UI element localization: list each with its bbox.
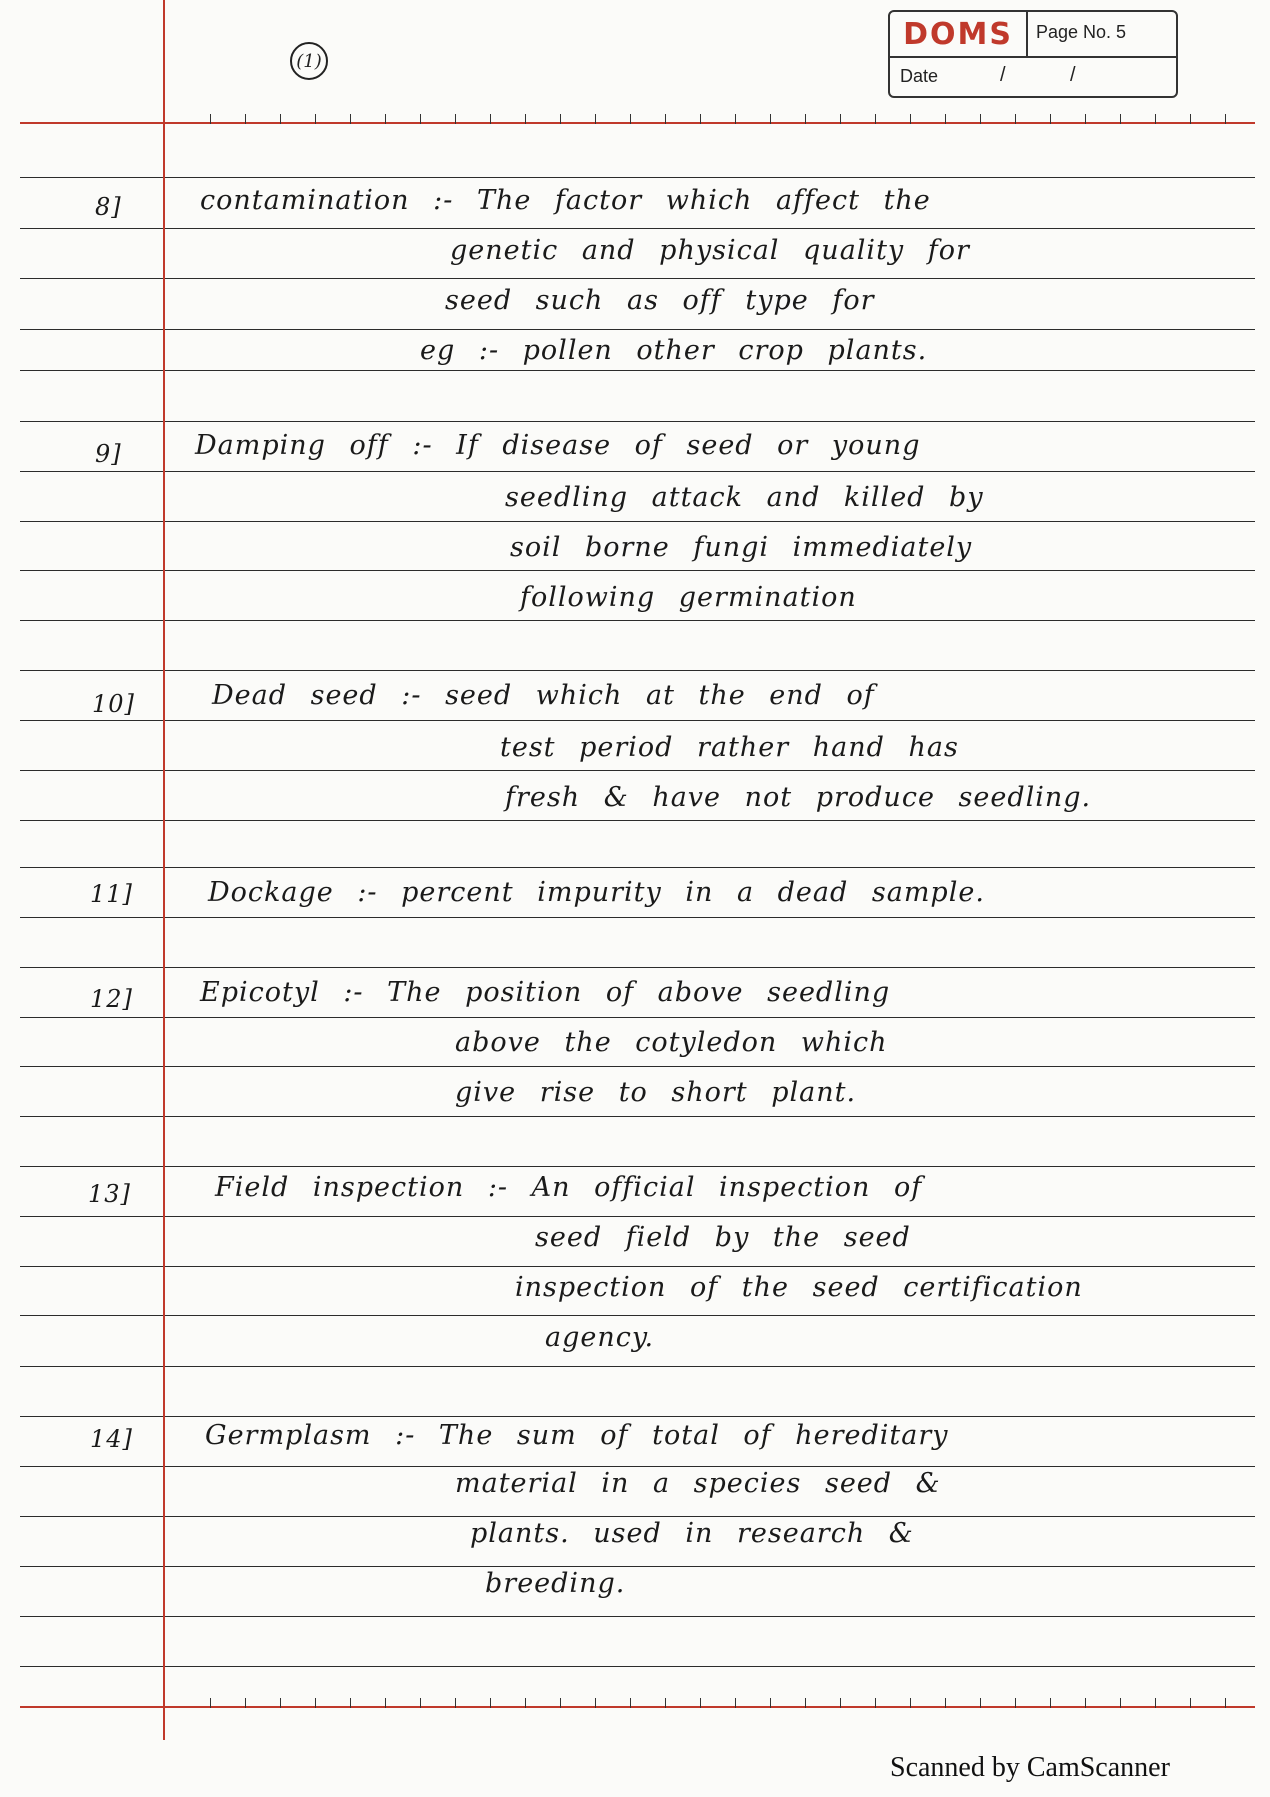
- entry-line: soil borne fungi immediately: [510, 532, 973, 563]
- rule-line: [20, 1666, 1255, 1667]
- ruler-tick: [1120, 1698, 1121, 1708]
- ruler-tick: [560, 1698, 561, 1708]
- ruler-tick: [560, 114, 561, 124]
- ruler-tick: [210, 114, 211, 124]
- entry-number: 9]: [95, 440, 122, 468]
- ruler-tick: [700, 1698, 701, 1708]
- rule-line: [20, 177, 1255, 178]
- rule-line: [20, 1216, 1255, 1217]
- entry-number: 11]: [90, 880, 133, 908]
- rule-line: [20, 620, 1255, 621]
- ruler-tick: [1050, 1698, 1051, 1708]
- ruler-tick: [385, 114, 386, 124]
- entry-number: 10]: [92, 690, 135, 718]
- ruler-tick: [665, 114, 666, 124]
- date-separator: /: [1070, 64, 1076, 86]
- ruler-tick: [1190, 114, 1191, 124]
- entry-line: Damping off :- If disease of seed or young: [195, 430, 921, 461]
- ruler-tick: [700, 114, 701, 124]
- entry-number: 12]: [90, 985, 133, 1013]
- rule-line: [20, 1416, 1255, 1417]
- ruler-tick: [385, 1698, 386, 1708]
- entry-line: eg :- pollen other crop plants.: [420, 335, 928, 366]
- rule-line: [20, 570, 1255, 571]
- rule-line: [20, 1566, 1255, 1567]
- entry-line: Field inspection :- An official inspection of: [215, 1172, 923, 1203]
- ruler-tick: [280, 1698, 281, 1708]
- ruler-tick: [315, 1698, 316, 1708]
- circled-mark: (1): [290, 42, 328, 80]
- rule-line: [20, 720, 1255, 721]
- rule-line: [20, 421, 1255, 422]
- ruler-tick: [770, 1698, 771, 1708]
- rule-line: [20, 1466, 1255, 1467]
- entry-line: Epicotyl :- The position of above seedling: [200, 977, 891, 1008]
- ruler-tick: [1225, 114, 1226, 124]
- ruler-tick: [1120, 114, 1121, 124]
- ruler-tick: [1155, 114, 1156, 124]
- ruler-tick: [910, 114, 911, 124]
- ruler-tick: [420, 1698, 421, 1708]
- rule-line: [20, 1066, 1255, 1067]
- ruler-tick: [945, 114, 946, 124]
- header-divider: [890, 56, 1176, 58]
- rule-line: [20, 1166, 1255, 1167]
- rule-line: [20, 820, 1255, 821]
- ruler-tick: [980, 114, 981, 124]
- ruler-tick: [245, 1698, 246, 1708]
- ruler-tick: [875, 114, 876, 124]
- page-header-box: [888, 10, 1178, 98]
- entry-number: 14]: [90, 1425, 133, 1453]
- entry-line: breeding.: [485, 1568, 626, 1599]
- ruler-tick: [1190, 1698, 1191, 1708]
- ruler-tick: [350, 114, 351, 124]
- entry-line: fresh & have not produce seedling.: [505, 782, 1092, 813]
- page-number-label: Page No. 5: [1036, 22, 1127, 42]
- ruler-tick: [630, 1698, 631, 1708]
- entry-line: seed field by the seed: [535, 1222, 911, 1253]
- rule-line: [20, 1516, 1255, 1517]
- rule-line: [20, 278, 1255, 279]
- ruler-tick: [735, 1698, 736, 1708]
- ruler-tick: [490, 114, 491, 124]
- entry-line: Dead seed :- seed which at the end of: [212, 680, 875, 711]
- entry-line: agency.: [545, 1322, 655, 1353]
- ruler-tick: [630, 114, 631, 124]
- ruler-tick: [665, 1698, 666, 1708]
- ruler-tick: [1085, 1698, 1086, 1708]
- rule-line: [20, 967, 1255, 968]
- entry-line: inspection of the seed certification: [515, 1272, 1083, 1303]
- top-red-line: [20, 122, 1255, 124]
- ruler-tick: [420, 114, 421, 124]
- rule-line: [20, 329, 1255, 330]
- ruler-tick: [245, 114, 246, 124]
- brand-logo: DOMS: [890, 12, 1028, 58]
- entry-line: genetic and physical quality for: [450, 235, 970, 266]
- entry-number: 8]: [95, 193, 122, 221]
- ruler-tick: [350, 1698, 351, 1708]
- entry-line: above the cotyledon which: [455, 1027, 888, 1058]
- rule-line: [20, 770, 1255, 771]
- rule-line: [20, 1366, 1255, 1367]
- ruler-tick: [805, 114, 806, 124]
- rule-line: [20, 1315, 1255, 1316]
- rule-line: [20, 521, 1255, 522]
- rule-line: [20, 917, 1255, 918]
- rule-line: [20, 670, 1255, 671]
- date-separator: /: [1000, 64, 1006, 86]
- ruler-tick: [210, 1698, 211, 1708]
- ruler-tick: [1015, 114, 1016, 124]
- rule-line: [20, 370, 1255, 371]
- ruler-tick: [280, 114, 281, 124]
- rule-line: [20, 1017, 1255, 1018]
- ruler-tick: [1050, 114, 1051, 124]
- entry-line: plants. used in research &: [470, 1518, 914, 1549]
- ruler-tick: [525, 114, 526, 124]
- entry-line: test period rather hand has: [500, 732, 959, 763]
- ruler-tick: [945, 1698, 946, 1708]
- ruler-tick: [805, 1698, 806, 1708]
- ruler-tick: [1015, 1698, 1016, 1708]
- rule-line: [20, 1616, 1255, 1617]
- ruler-tick: [1085, 114, 1086, 124]
- rule-line: [20, 471, 1255, 472]
- ruler-tick: [315, 114, 316, 124]
- entry-number: 13]: [88, 1180, 131, 1208]
- bottom-red-line: [20, 1706, 1255, 1708]
- entry-line: seedling attack and killed by: [505, 482, 984, 513]
- ruler-tick: [595, 1698, 596, 1708]
- entry-line: seed such as off type for: [445, 285, 875, 316]
- ruler-tick: [840, 1698, 841, 1708]
- entry-line: give rise to short plant.: [455, 1077, 857, 1108]
- rule-line: [20, 1266, 1255, 1267]
- ruler-tick: [840, 114, 841, 124]
- ruler-tick: [455, 1698, 456, 1708]
- margin-line: [163, 0, 165, 1740]
- ruler-tick: [455, 114, 456, 124]
- ruler-tick: [490, 1698, 491, 1708]
- ruler-tick: [1225, 1698, 1226, 1708]
- entry-line: Dockage :- percent impurity in a dead sample.: [208, 877, 985, 908]
- ruler-tick: [875, 1698, 876, 1708]
- entry-line: contamination :- The factor which affect the: [200, 185, 931, 216]
- ruler-tick: [910, 1698, 911, 1708]
- rule-line: [20, 867, 1255, 868]
- ruler-tick: [595, 114, 596, 124]
- ruler-tick: [770, 114, 771, 124]
- ruler-tick: [1155, 1698, 1156, 1708]
- scanner-watermark: Scanned by CamScanner: [890, 1752, 1170, 1783]
- ruler-tick: [980, 1698, 981, 1708]
- ruler-tick: [525, 1698, 526, 1708]
- ruler-tick: [735, 114, 736, 124]
- rule-line: [20, 228, 1255, 229]
- entry-line: following germination: [520, 582, 857, 613]
- entry-line: Germplasm :- The sum of total of hereditary: [205, 1420, 949, 1451]
- entry-line: material in a species seed &: [455, 1468, 941, 1499]
- rule-line: [20, 1116, 1255, 1117]
- date-label: Date: [900, 66, 939, 86]
